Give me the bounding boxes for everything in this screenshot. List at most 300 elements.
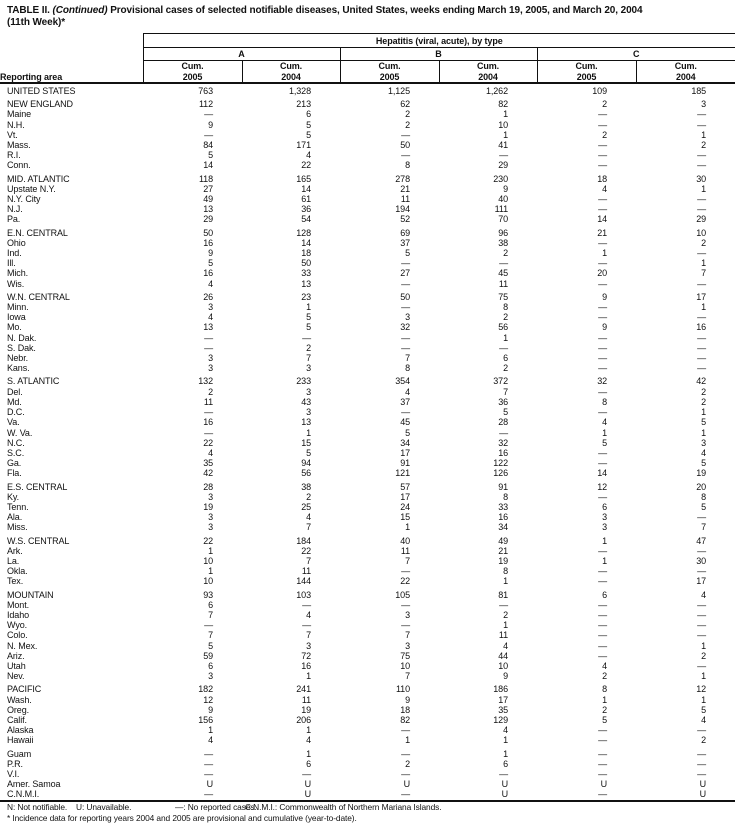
value-cell: 4 [208, 447, 213, 458]
table-row [0, 109, 735, 119]
reporting-area-cell: C.N.M.I. [7, 789, 40, 800]
value-cell: 206 [296, 714, 311, 725]
reporting-area-cell: Ky. [7, 491, 20, 502]
cum-label: Cum. [476, 61, 500, 71]
table-row [0, 546, 735, 556]
value-cell: 4 [306, 735, 311, 746]
value-cell: 18 [597, 173, 607, 184]
value-cell: 14 [203, 160, 213, 171]
reporting-area-cell: Ark. [7, 545, 23, 556]
value-cell: 22 [301, 160, 311, 171]
footnotes [0, 802, 735, 824]
value-cell: — [598, 491, 607, 502]
reporting-area-cell: N.J. [7, 204, 23, 215]
value-cell: — [598, 302, 607, 313]
reporting-area-cell: W. Va. [7, 427, 33, 438]
value-cell: 5 [208, 640, 213, 651]
table-row [0, 214, 735, 224]
table-row [0, 468, 735, 478]
value-cell: 9 [503, 671, 508, 682]
table-row [0, 333, 735, 343]
reporting-area-cell: N. Dak. [7, 332, 37, 343]
value-cell: — [204, 748, 213, 759]
value-cell: 1 [503, 735, 508, 746]
value-cell: 230 [493, 173, 508, 184]
value-cell: 3 [208, 512, 213, 523]
value-cell: 4 [701, 589, 707, 600]
reporting-area-cell: Wyo. [7, 620, 28, 631]
value-cell: 4 [701, 714, 707, 725]
reporting-area-cell: PACIFIC [7, 684, 42, 695]
value-cell: 2 [701, 386, 707, 397]
value-cell: — [598, 109, 607, 120]
value-cell: — [697, 194, 707, 205]
value-cell: 7 [503, 386, 508, 397]
value-cell: 9 [208, 248, 213, 259]
value-cell: — [598, 150, 607, 161]
value-cell: 10 [203, 576, 213, 587]
reporting-area-cell: MID. ATLANTIC [7, 173, 70, 184]
value-cell: — [598, 640, 607, 651]
value-cell: 5 [405, 248, 410, 259]
table-row [0, 630, 735, 640]
table-row [0, 641, 735, 651]
value-cell: — [697, 332, 707, 343]
value-cell: 11 [301, 694, 311, 705]
footnote-asterisk: * Incidence data for reporting years 2004 and 2005 are provisional and cumulative (year-to-date). [7, 813, 357, 823]
table-row [0, 120, 735, 130]
table-row [0, 661, 735, 671]
value-cell: 42 [203, 468, 213, 479]
table-row [0, 279, 735, 289]
value-cell: — [697, 748, 707, 759]
column-header-c-2005 [537, 61, 636, 84]
reporting-area-cell: Mass. [7, 140, 31, 151]
reporting-area-cell: S.C. [7, 447, 25, 458]
value-cell: 165 [296, 173, 311, 184]
table-row [0, 184, 735, 194]
reporting-area-cell: MOUNTAIN [7, 589, 54, 600]
value-cell: 50 [400, 140, 410, 151]
value-cell: — [697, 150, 707, 161]
value-cell: 34 [400, 437, 410, 448]
table-row [0, 268, 735, 278]
value-cell: 2 [602, 129, 607, 140]
table-row [0, 600, 735, 610]
value-cell: 16 [498, 447, 508, 458]
table-row [0, 556, 735, 566]
value-cell: 20 [696, 481, 707, 492]
value-cell: — [401, 725, 410, 736]
value-cell: — [401, 620, 410, 631]
value-cell: 4 [602, 183, 607, 194]
value-cell: 1 [405, 522, 410, 533]
value-cell: — [499, 599, 508, 610]
value-cell: — [598, 599, 607, 610]
value-cell: 1 [306, 725, 311, 736]
reporting-area-cell: UNITED STATES [7, 86, 76, 96]
value-cell: — [302, 599, 311, 610]
value-cell: 1,125 [387, 86, 410, 96]
value-cell: 122 [493, 458, 508, 469]
reporting-area-cell: La. [7, 555, 20, 566]
value-cell: 5 [602, 437, 607, 448]
value-cell: 57 [400, 481, 410, 492]
value-cell: — [697, 566, 707, 577]
value-cell: 10 [400, 660, 410, 671]
value-cell: — [302, 769, 311, 779]
reporting-area-cell: N.H. [7, 119, 25, 130]
value-cell: 3 [701, 99, 707, 110]
cum-label: Cum. [575, 61, 598, 71]
region-row [0, 289, 735, 302]
value-cell: 35 [203, 458, 213, 469]
value-cell: 1 [503, 129, 508, 140]
value-cell: 144 [296, 576, 311, 587]
value-cell: 1 [306, 427, 311, 438]
value-cell: — [697, 660, 707, 671]
region-row [0, 587, 735, 600]
value-cell: 9 [503, 183, 508, 194]
table-header [0, 34, 735, 84]
table-row [0, 194, 735, 204]
value-cell: 42 [696, 376, 707, 387]
value-cell: 354 [395, 376, 410, 387]
region-row [0, 171, 735, 184]
column-header-row [0, 61, 735, 84]
reporting-area-cell: S. ATLANTIC [7, 376, 60, 387]
hepatitis-spanner-header: Hepatitis (viral, acute), by type [143, 34, 735, 48]
value-cell: — [499, 427, 508, 438]
value-cell: 82 [498, 99, 508, 110]
table-row [0, 746, 735, 759]
value-cell: — [598, 342, 607, 353]
value-cell: — [598, 332, 607, 343]
table-row [0, 735, 735, 745]
value-cell: 22 [203, 535, 213, 546]
value-cell: 13 [301, 417, 311, 428]
group-header-c: C [537, 48, 735, 61]
value-cell: 7 [701, 522, 707, 533]
value-cell: 19 [696, 468, 707, 479]
value-cell: 3 [701, 437, 707, 448]
value-cell: 7 [306, 555, 311, 566]
value-cell: 3 [208, 353, 213, 364]
value-cell: 14 [301, 237, 311, 248]
value-cell: 7 [405, 353, 410, 364]
reporting-area-cell: Ind. [7, 248, 22, 259]
value-cell: 2 [503, 609, 508, 620]
value-cell: 33 [301, 268, 311, 279]
table-row [0, 522, 735, 532]
region-row [0, 479, 735, 492]
value-cell: 3 [208, 671, 213, 682]
value-cell: 1 [503, 576, 508, 587]
table-title [7, 5, 733, 29]
value-cell: 32 [498, 437, 508, 448]
value-cell: — [697, 609, 707, 620]
value-cell: 1 [701, 427, 707, 438]
reporting-area-cell: N.Y. City [7, 194, 41, 205]
value-cell: 21 [597, 227, 607, 238]
value-cell: 2 [701, 735, 707, 746]
value-cell: 5 [306, 129, 311, 140]
value-cell: 2 [306, 491, 311, 502]
value-cell: 4 [306, 150, 311, 161]
value-cell: — [499, 342, 508, 353]
reporting-area-cell: Tenn. [7, 501, 29, 512]
value-cell: U [699, 789, 707, 800]
reporting-area-cell: Nev. [7, 671, 25, 682]
value-cell: 763 [198, 86, 213, 96]
value-cell: 5 [503, 407, 508, 418]
value-cell: 62 [400, 99, 410, 110]
value-cell: 3 [405, 609, 410, 620]
table-row [0, 566, 735, 576]
table-row [0, 779, 735, 789]
value-cell: 28 [203, 481, 213, 492]
table-row [0, 759, 735, 769]
reporting-area-cell: Idaho [7, 609, 30, 620]
value-cell: 15 [400, 512, 410, 523]
reporting-area-cell: Wis. [7, 278, 25, 289]
value-cell: 56 [301, 468, 311, 479]
value-cell: 278 [395, 173, 410, 184]
reporting-area-cell: W.N. CENTRAL [7, 291, 70, 302]
value-cell: — [697, 119, 707, 130]
reporting-area-cell: Okla. [7, 566, 28, 577]
value-cell: 61 [301, 194, 311, 205]
value-cell: 45 [498, 268, 508, 279]
value-cell: 8 [405, 363, 410, 374]
value-cell: — [697, 620, 707, 631]
table-row [0, 715, 735, 725]
year-label: 2004 [478, 71, 498, 82]
value-cell: — [401, 769, 410, 779]
value-cell: 30 [696, 555, 707, 566]
value-cell: 91 [498, 481, 508, 492]
value-cell: 37 [400, 237, 410, 248]
column-header-a-2004 [242, 61, 340, 84]
header-stub [0, 48, 143, 61]
value-cell: 1 [701, 407, 707, 418]
reporting-area-cell: Hawaii [7, 735, 34, 746]
table-row [0, 363, 735, 373]
year-label: 2005 [576, 71, 597, 82]
table-row [0, 417, 735, 427]
value-cell: 1 [701, 129, 707, 140]
reporting-area-cell: Kans. [7, 363, 30, 374]
value-cell: 50 [400, 291, 410, 302]
value-cell: — [598, 576, 607, 587]
value-cell: — [598, 258, 607, 269]
table-row [0, 150, 735, 160]
value-cell: — [598, 140, 607, 151]
value-cell: U [600, 779, 607, 790]
value-cell: — [401, 150, 410, 161]
value-cell: 41 [498, 140, 508, 151]
value-cell: 2 [701, 237, 707, 248]
value-cell: 32 [400, 322, 410, 333]
value-cell: 3 [405, 312, 410, 323]
region-row [0, 373, 735, 386]
value-cell: 19 [498, 555, 508, 566]
group-header-b: B [340, 48, 537, 61]
title-continued: (Continued) [52, 5, 108, 16]
value-cell: — [697, 599, 707, 610]
value-cell: 7 [306, 353, 311, 364]
table-row [0, 610, 735, 620]
value-cell: 35 [498, 704, 508, 715]
reporting-area-cell: Utah [7, 660, 26, 671]
value-cell: — [302, 332, 311, 343]
value-cell: 22 [301, 545, 311, 556]
value-cell: — [401, 342, 410, 353]
value-cell: 94 [301, 458, 311, 469]
value-cell: 4 [208, 735, 213, 746]
value-cell: 6 [306, 758, 311, 769]
table-row [0, 438, 735, 448]
table-row [0, 725, 735, 735]
value-cell: 37 [400, 396, 410, 407]
legend-unavailable: U: Unavailable. [76, 802, 132, 812]
value-cell: — [401, 278, 410, 289]
value-cell: 6 [503, 758, 508, 769]
table-row [0, 238, 735, 248]
value-cell: 103 [296, 589, 311, 600]
value-cell: 5 [602, 714, 607, 725]
value-cell: — [697, 278, 707, 289]
region-row [0, 533, 735, 546]
value-cell: 5 [208, 150, 213, 161]
value-cell: — [204, 758, 213, 769]
reporting-area-cell: Colo. [7, 630, 28, 641]
value-cell: 54 [301, 214, 311, 225]
spanner-row [0, 34, 735, 48]
value-cell: 3 [405, 640, 410, 651]
legend-no-reported-cases: —: No reported cases. [175, 802, 257, 812]
value-cell: 6 [208, 660, 213, 671]
value-cell: 1 [701, 671, 707, 682]
value-cell: — [598, 363, 607, 374]
value-cell: 2 [503, 363, 508, 374]
value-cell: 81 [498, 589, 508, 600]
value-cell: 1 [602, 427, 607, 438]
value-cell: 33 [498, 501, 508, 512]
value-cell: 1 [701, 258, 707, 269]
value-cell: — [598, 748, 607, 759]
group-header-a: A [143, 48, 340, 61]
value-cell: — [598, 789, 607, 800]
value-cell: — [598, 758, 607, 769]
table-row [0, 312, 735, 322]
value-cell: 12 [696, 684, 707, 695]
table-row [0, 130, 735, 140]
reporting-area-cell: Maine [7, 109, 32, 120]
legend-not-notifiable: N: Not notifiable. [7, 802, 68, 812]
value-cell: 93 [203, 589, 213, 600]
year-label: 2005 [379, 71, 400, 82]
value-cell: 3 [208, 522, 213, 533]
value-cell: — [204, 620, 213, 631]
value-cell: — [598, 278, 607, 289]
value-cell: 29 [498, 160, 508, 171]
value-cell: 16 [696, 322, 707, 333]
table-row [0, 353, 735, 363]
value-cell: — [598, 769, 607, 779]
value-cell: 27 [203, 183, 213, 194]
value-cell: — [598, 312, 607, 323]
value-cell: 7 [208, 630, 213, 641]
value-cell: 21 [498, 545, 508, 556]
table-row [0, 387, 735, 397]
value-cell: 3 [306, 363, 311, 374]
value-cell: 110 [395, 684, 410, 695]
value-cell: 8 [405, 160, 410, 171]
value-cell: 84 [203, 140, 213, 151]
value-cell: — [598, 119, 607, 130]
table-row [0, 343, 735, 353]
value-cell: — [499, 258, 508, 269]
reporting-area-cell: Del. [7, 386, 23, 397]
value-cell: 18 [400, 704, 410, 715]
value-cell: — [598, 566, 607, 577]
value-cell: — [697, 363, 707, 374]
table-row [0, 407, 735, 417]
value-cell: 10 [696, 227, 707, 238]
value-cell: 15 [301, 437, 311, 448]
value-cell: 4 [405, 386, 410, 397]
value-cell: 4 [208, 312, 213, 323]
value-cell: 19 [301, 704, 311, 715]
value-cell: 11 [400, 194, 410, 205]
legend-cnmi: C.N.M.I.: Commonwealth of Northern Mariana Islands. [245, 802, 442, 812]
value-cell: 7 [306, 522, 311, 533]
value-cell: 1 [503, 109, 508, 120]
value-cell: — [697, 109, 707, 120]
reporting-area-cell: Fla. [7, 468, 22, 479]
value-cell: 156 [198, 714, 213, 725]
value-cell: 241 [296, 684, 311, 695]
value-cell: — [697, 758, 707, 769]
reporting-area-cell: Ala. [7, 512, 23, 523]
value-cell: — [401, 789, 410, 800]
reporting-area-cell: Tex. [7, 576, 24, 587]
value-cell: — [204, 109, 213, 120]
value-cell: 11 [498, 278, 508, 289]
value-cell: 50 [203, 227, 213, 238]
value-cell: 3 [306, 386, 311, 397]
value-cell: 8 [503, 491, 508, 502]
value-cell: 3 [602, 522, 607, 533]
value-cell: 1 [701, 183, 707, 194]
value-cell: 56 [498, 322, 508, 333]
value-cell: — [499, 769, 508, 779]
value-cell: 40 [498, 194, 508, 205]
value-cell: — [598, 630, 607, 641]
value-cell: — [697, 312, 707, 323]
value-cell: 7 [405, 630, 410, 641]
table-row [0, 160, 735, 170]
value-cell: 6 [503, 353, 508, 364]
value-cell: 5 [701, 417, 707, 428]
value-cell: — [697, 630, 707, 641]
value-cell: 75 [400, 650, 410, 661]
title-week: (11th Week)* [7, 17, 66, 28]
value-cell: 233 [296, 376, 311, 387]
value-cell: — [598, 458, 607, 469]
value-cell: 129 [493, 714, 508, 725]
